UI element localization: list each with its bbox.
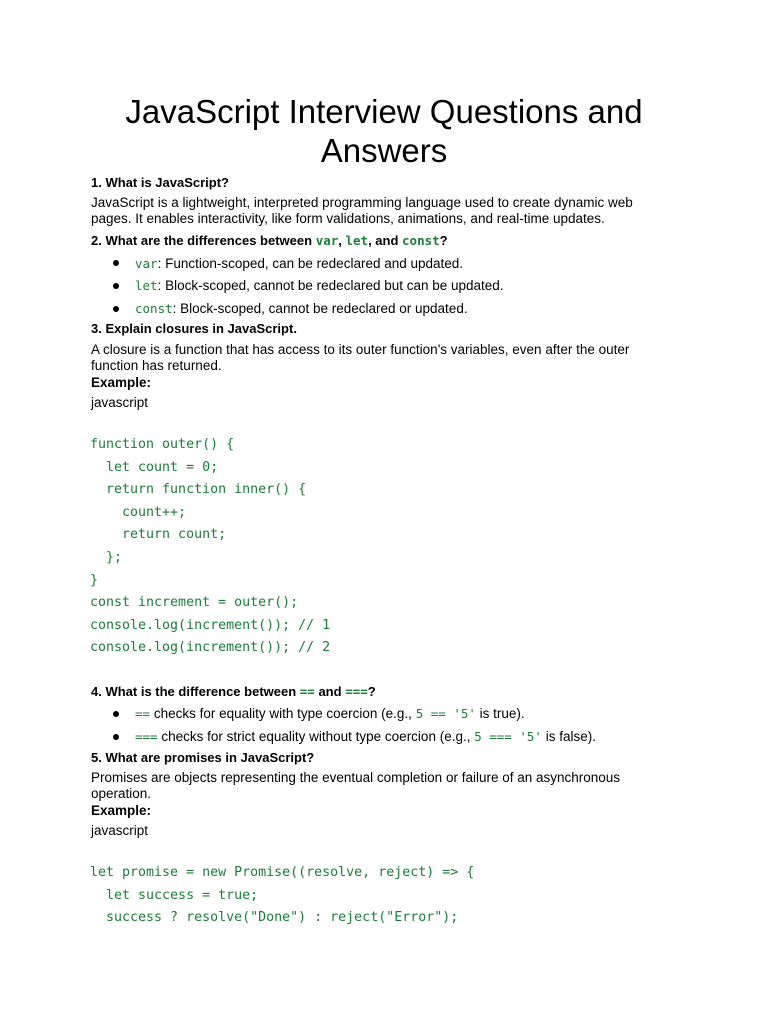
question-3-heading: 3. Explain closures in JavaScript. (91, 321, 297, 336)
code-line: } (90, 572, 99, 588)
page-title (0, 92, 768, 170)
operator-triple-equals: === (345, 684, 368, 699)
question-1-answer-line-1: JavaScript is a lightweight, interpreted programming language used to create dynamic web (91, 195, 633, 210)
code-line: console.log(increment()); // 1 (90, 617, 331, 633)
code-line: }; (90, 550, 123, 565)
list-item-code: === (135, 729, 158, 744)
list-item-loose-equality (135, 706, 525, 722)
list-item-code: var (135, 256, 158, 271)
list-item-text: : Function-scoped, can be redeclared and updated. (157, 256, 464, 271)
example-label: Example: (91, 803, 152, 818)
list-item-strict-equality (135, 729, 596, 745)
keyword-let: let (345, 233, 369, 248)
code-line: let success = true; (90, 887, 259, 903)
code-line: return count; (90, 527, 227, 543)
bullet-icon (113, 711, 119, 717)
question-2-sep-1: , (338, 233, 346, 248)
code-line: success ? resolve("Done") : reject("Error"); (90, 910, 459, 926)
question-1-answer-line-2: pages. It enables interactivity, like form validations, animations, and real-time updates. (91, 211, 605, 226)
code-line: let promise = new Promise((resolve, reject) => { (90, 865, 475, 880)
question-2-suffix: ? (439, 233, 448, 248)
bullet-icon (113, 734, 119, 740)
page-title-line-1: JavaScript Interview Questions and (125, 93, 643, 130)
list-item-code: == (135, 706, 151, 721)
code-line: console.log(increment()); // 2 (90, 640, 331, 656)
operator-double-equals: == (299, 684, 315, 699)
page-title-line-2: Answers (320, 132, 448, 169)
question-2-heading (91, 233, 448, 249)
question-3-answer (91, 342, 651, 374)
list-item-example-code: 5 === '5' (474, 729, 542, 744)
keyword-var: var (315, 233, 339, 248)
list-item-code: const (135, 301, 173, 316)
list-item-const (135, 301, 468, 317)
list-item-text: : Block-scoped, cannot be redeclared but can be updated. (157, 278, 504, 293)
question-4-mid: and (314, 684, 346, 699)
question-5-answer (91, 770, 651, 802)
code-line: return function inner() { (90, 482, 307, 498)
question-4-suffix: ? (367, 684, 376, 699)
question-1-heading: 1. What is JavaScript? (91, 175, 229, 190)
list-item-text: is true). (475, 706, 525, 721)
question-5-answer-line-1: Promises are objects representing the eventual completion or failure of an asynchronous (91, 770, 621, 785)
question-5-answer-line-2: operation. (91, 786, 152, 801)
question-3-answer-line-2: function has returned. (91, 358, 222, 373)
keyword-const: const (402, 233, 440, 248)
question-1-answer (91, 195, 651, 227)
question-2-prefix: 2. What are the differences between (91, 233, 316, 248)
code-language-label: javascript (91, 823, 149, 838)
list-item-var (135, 256, 463, 272)
example-label: Example: (91, 375, 152, 390)
list-item-let (135, 278, 504, 294)
list-item-code: let (135, 278, 158, 293)
bullet-icon (113, 260, 119, 266)
code-line: function outer() { (90, 437, 235, 452)
question-4-heading (91, 684, 376, 700)
code-line: count++; (90, 504, 187, 520)
question-5-heading: 5. What are promises in JavaScript? (91, 750, 315, 765)
list-item-text: is false). (541, 729, 596, 744)
bullet-icon (113, 283, 119, 289)
question-2-sep-2: , and (368, 233, 403, 248)
list-item-example-code: 5 == '5' (415, 706, 476, 721)
list-item-text: checks for equality with type coercion (e.g., (150, 706, 416, 721)
question-4-prefix: 4. What is the difference between (91, 684, 300, 699)
question-3-answer-line-1: A closure is a function that has access to its outer function's variables, even after the outer (91, 342, 630, 357)
bullet-icon (113, 306, 119, 312)
code-language-label: javascript (91, 395, 149, 410)
code-line: const increment = outer(); (90, 595, 299, 611)
code-line: let count = 0; (90, 459, 219, 475)
list-item-text: checks for strict equality without type coercion (e.g., (157, 729, 475, 744)
list-item-text: : Block-scoped, cannot be redeclared or updated. (172, 301, 468, 316)
